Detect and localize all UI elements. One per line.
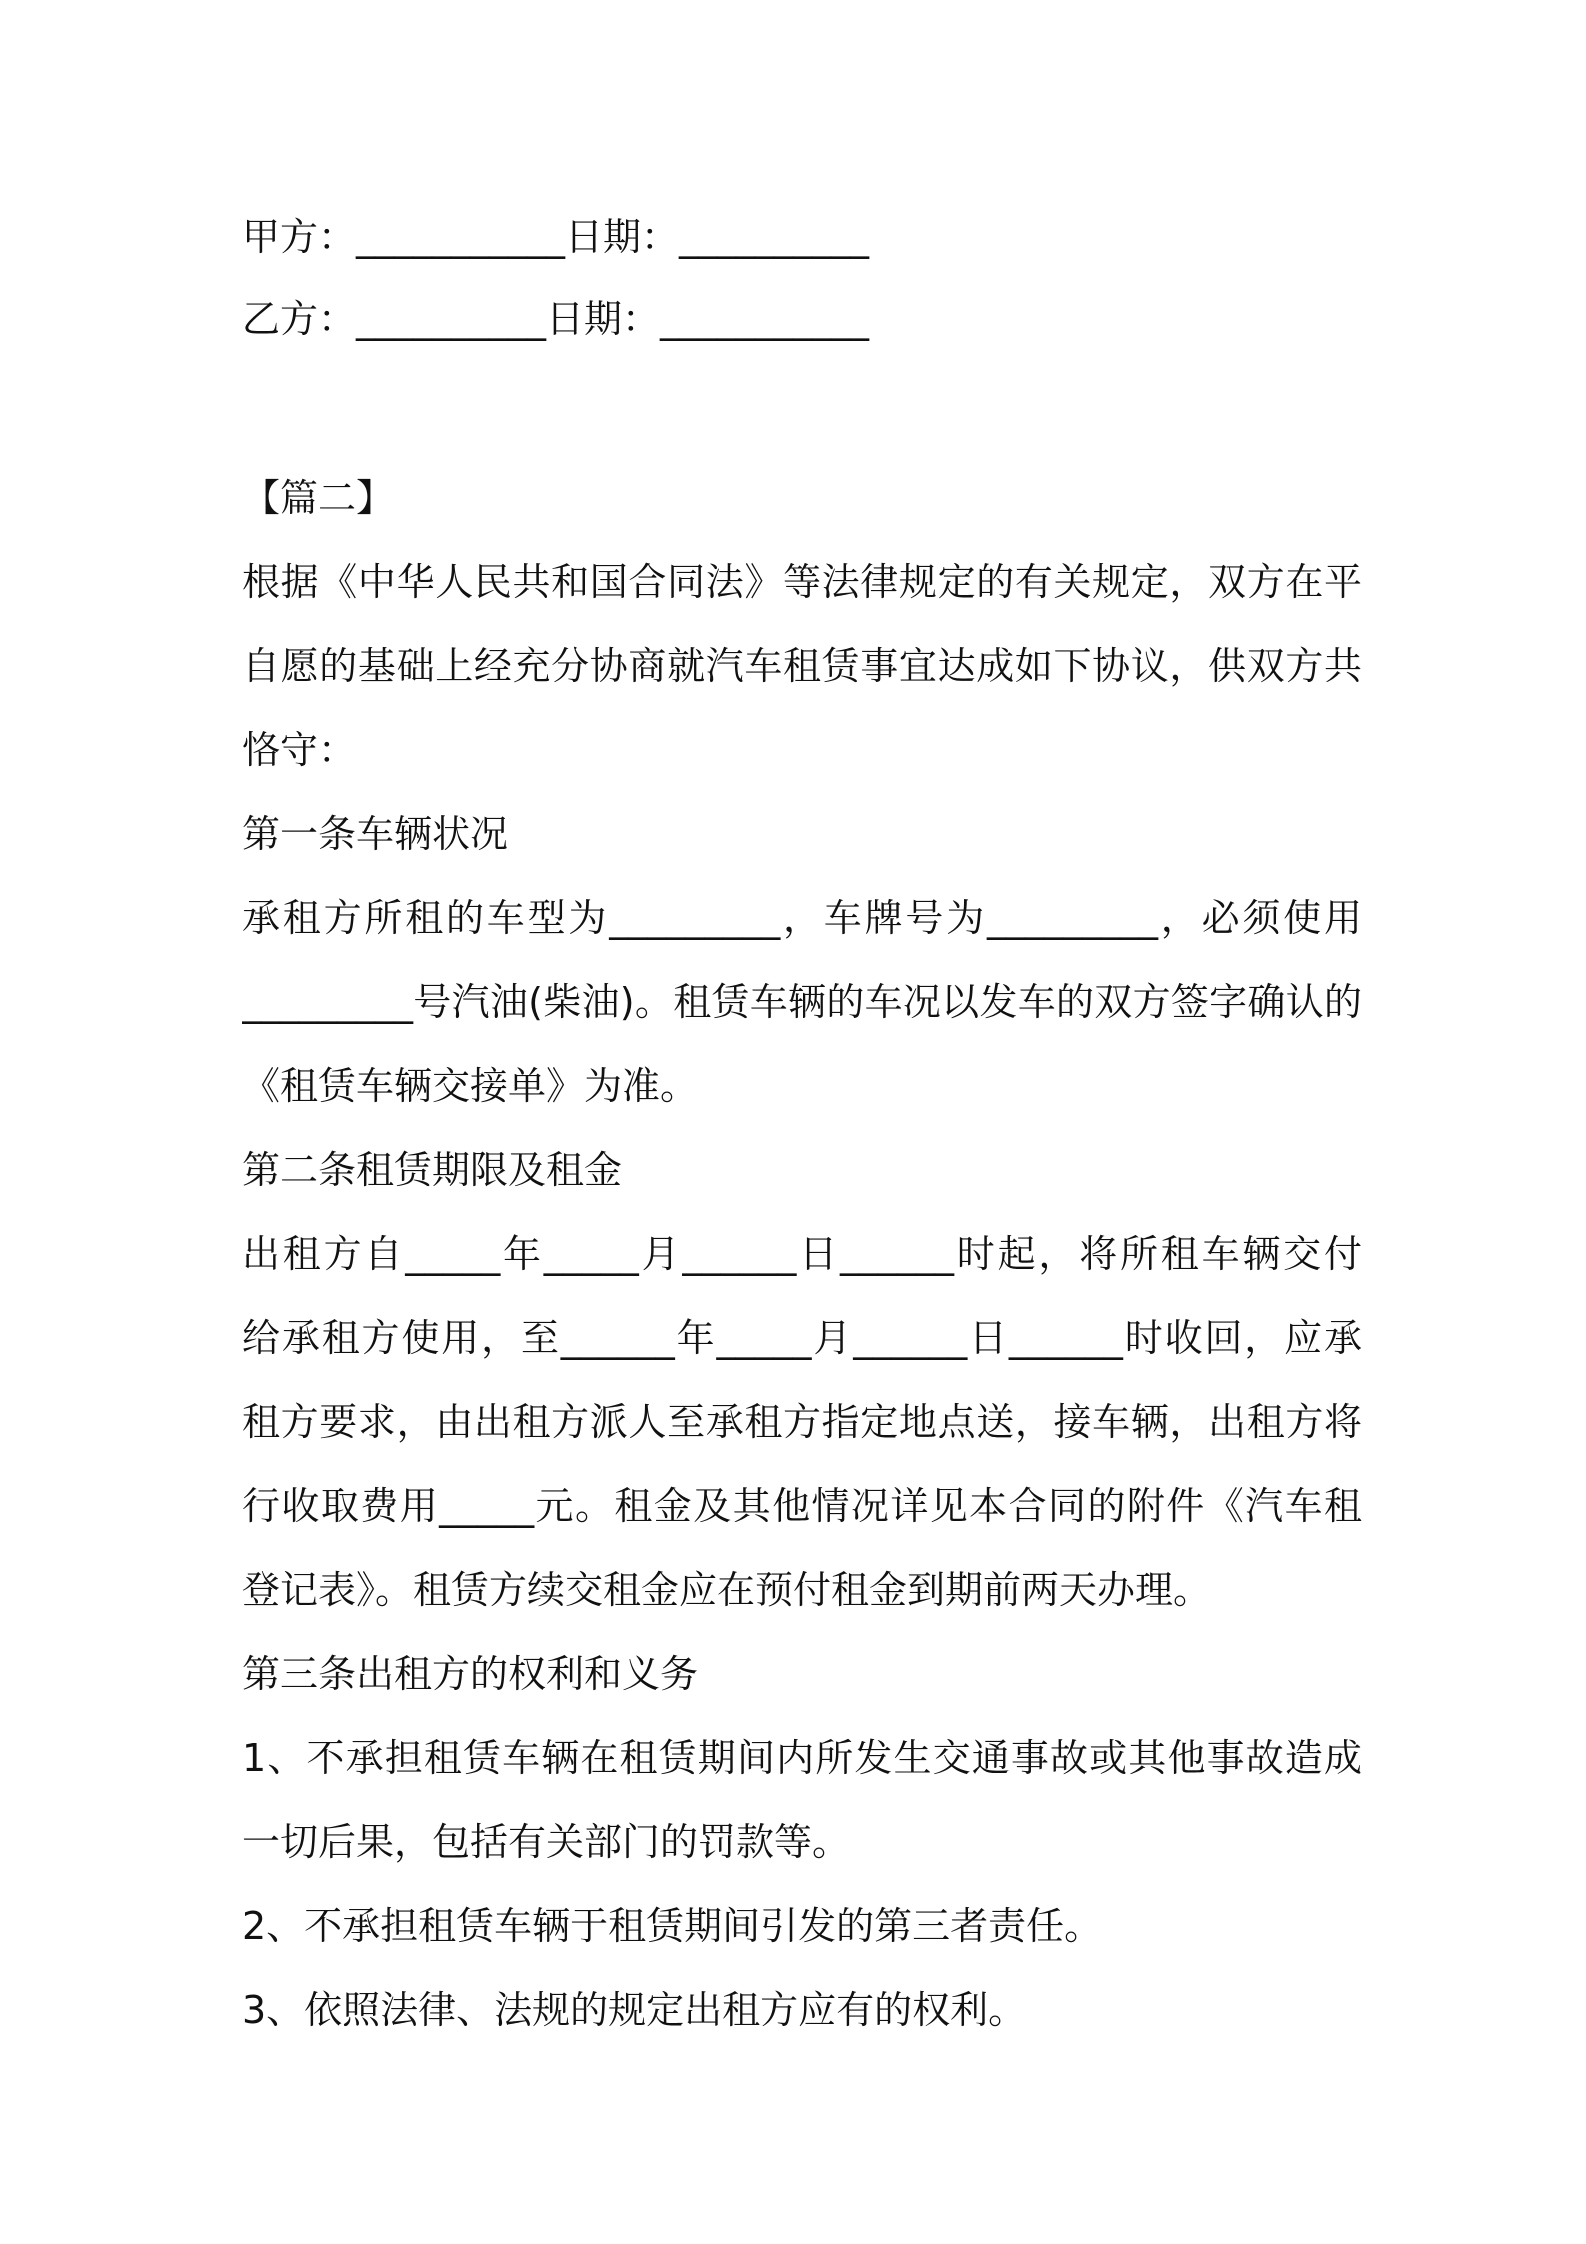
intro-line: 根据《中华人民共和国合同法》等法律规定的有关规定，双方在平 [242, 560, 1362, 604]
signature-block [242, 196, 1362, 360]
intro-line: 恪守： [242, 728, 357, 772]
article-2-line: 租方要求，由出租方派人至承租方指定地点送，接车辆，出租方将 [242, 1400, 1362, 1444]
article-3-line: 3、依照法律、法规的规定出租方应有的权利。 [242, 1988, 1027, 2032]
article-1-line: _________号汽油(柴油)。租赁车辆的车况以发车的双方签字确认的 [242, 980, 1362, 1024]
document-body [242, 196, 1362, 2052]
article-2-title: 第二条租赁期限及租金 [242, 1148, 623, 1192]
article-1-line: 承租方所租的车型为_________，车牌号为_________，必须使用 [242, 896, 1362, 940]
article-3-body [242, 1716, 1362, 2052]
intro-line: 自愿的基础上经充分协商就汽车租赁事宜达成如下协议，供双方共 [242, 644, 1362, 688]
article-2-line: 行收取费用_____元。租金及其他情况详见本合同的附件《汽车租 [242, 1484, 1362, 1528]
party-a-signature-line: 甲方：___________日期：__________ [242, 215, 870, 259]
article-1-line: 《租赁车辆交接单》为准。 [242, 1064, 699, 1108]
article-1-body [242, 876, 1362, 1128]
section-gap [242, 360, 1362, 456]
article-2-line: 出租方自_____年_____月______日______时起，将所租车辆交付 [242, 1232, 1362, 1276]
article-2-line: 给承租方使用，至______年_____月______日______时收回，应承 [242, 1316, 1362, 1360]
article-2-body [242, 1212, 1362, 1632]
party-b-signature-line: 乙方：__________日期：___________ [242, 297, 870, 341]
article-3-line: 一切后果，包括有关部门的罚款等。 [242, 1820, 851, 1864]
article-3-line: 2、不承担租赁车辆于租赁期间引发的第三者责任。 [242, 1904, 1103, 1948]
intro-paragraph [242, 540, 1362, 792]
article-2-line: 登记表》。租赁方续交租金应在预付租金到期前两天办理。 [242, 1568, 1212, 1612]
article-3-line: 1、不承担租赁车辆在租赁期间内所发生交通事故或其他事故造成 [242, 1736, 1362, 1780]
article-3-title: 第三条出租方的权利和义务 [242, 1652, 699, 1696]
article-1-title: 第一条车辆状况 [242, 812, 509, 856]
section-heading: 【篇二】 [242, 476, 395, 520]
